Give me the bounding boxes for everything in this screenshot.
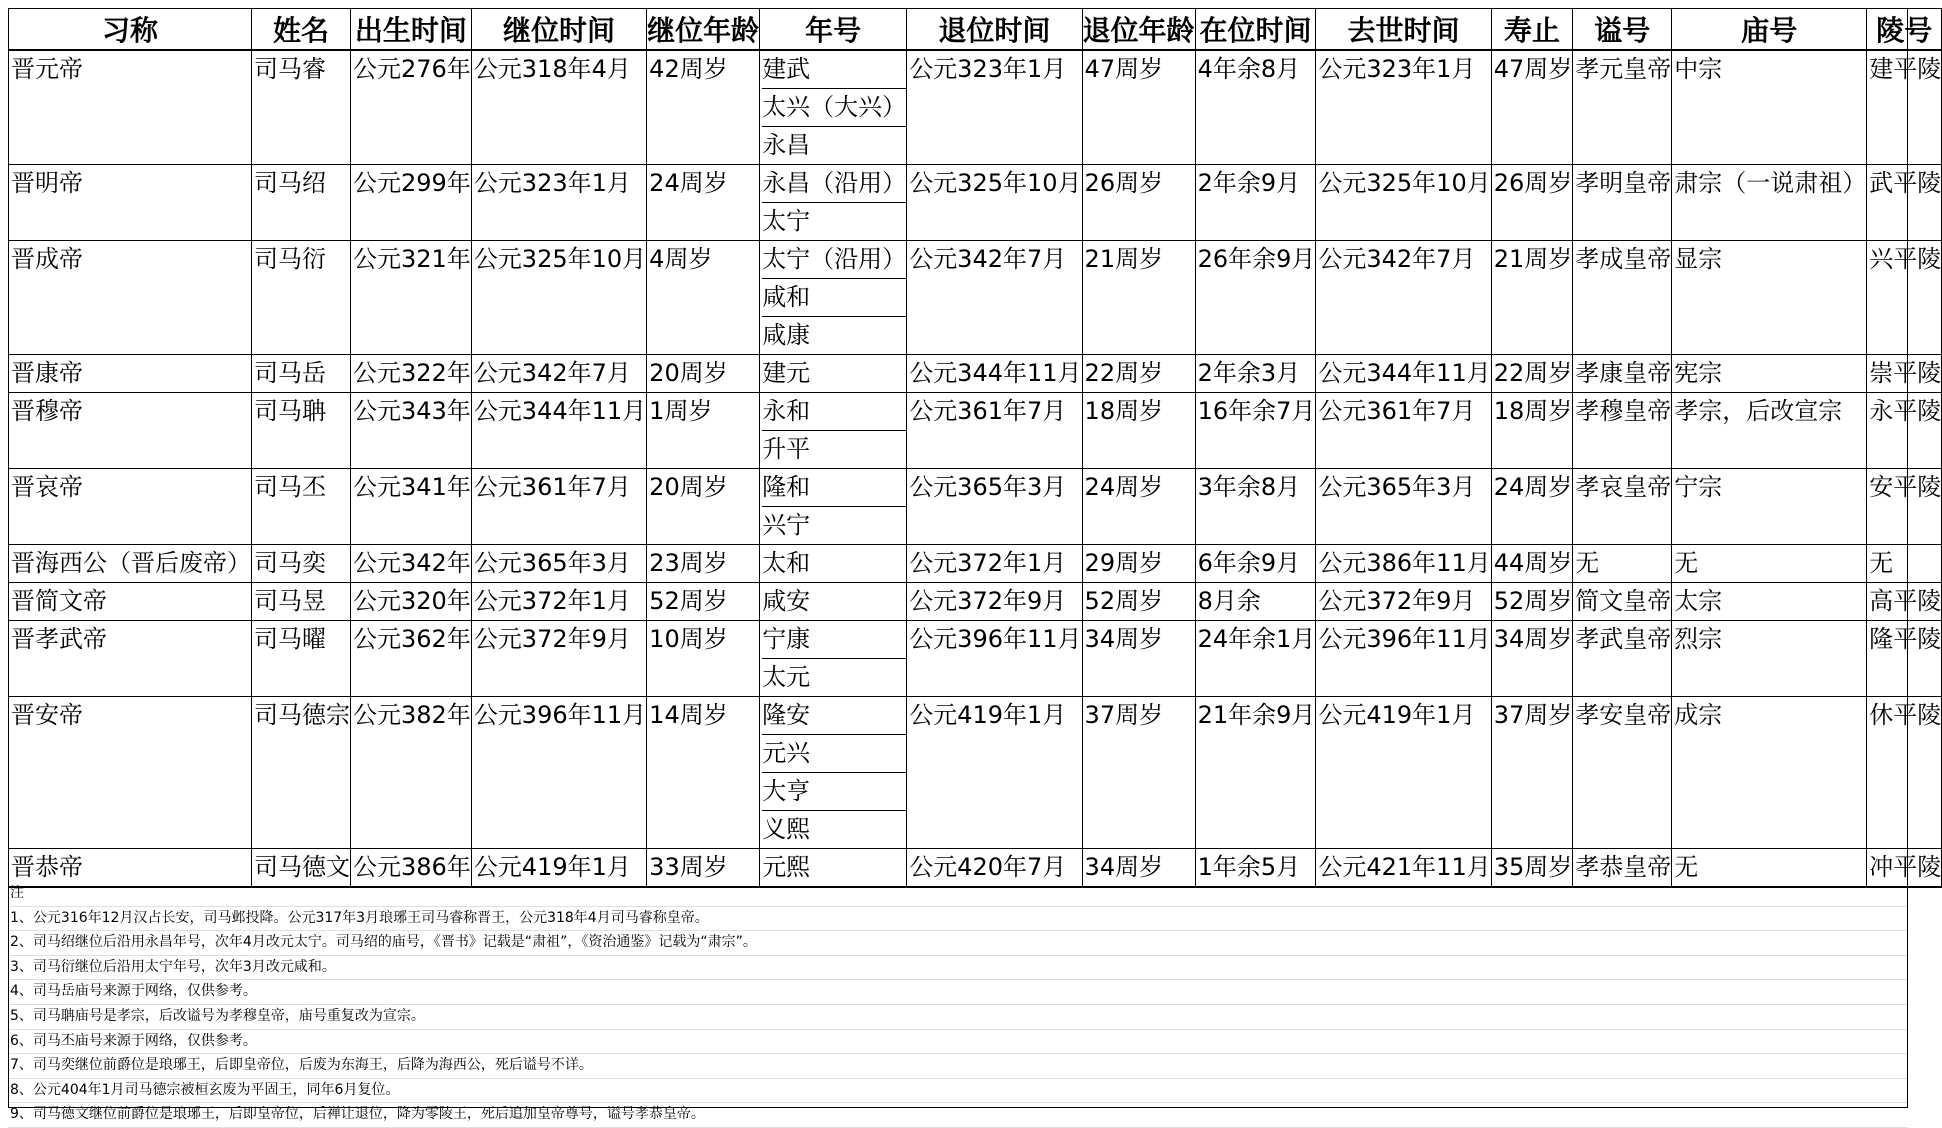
cell-title[interactable]: 晋孝武帝 — [9, 621, 252, 697]
era-name: 兴宁 — [762, 511, 811, 539]
cell-era[interactable] — [760, 355, 907, 393]
cell-temple[interactable]: 无 — [1672, 545, 1867, 583]
cell-temple[interactable]: 宁宗 — [1672, 469, 1867, 545]
cell-birth[interactable]: 公元321年 — [351, 241, 472, 355]
cell-accession[interactable]: 公元396年11月 — [471, 697, 646, 849]
cell-birth[interactable]: 公元382年 — [351, 697, 472, 849]
cell-name[interactable]: 司马德文 — [252, 849, 351, 888]
cell-name[interactable]: 司马昱 — [252, 583, 351, 621]
cell-reign[interactable]: 21年余9月 — [1195, 697, 1316, 849]
col-header-abdication-age[interactable]: 退位年龄 — [1082, 9, 1195, 51]
cell-accession-age[interactable]: 10周岁 — [647, 621, 760, 697]
cell-death[interactable]: 公元344年11月 — [1316, 355, 1491, 393]
cell-temple[interactable]: 宪宗 — [1672, 355, 1867, 393]
cell-temple[interactable]: 显宗 — [1672, 241, 1867, 355]
cell-mausoleum[interactable]: 崇平陵 — [1867, 355, 1942, 393]
cell-lifespan[interactable]: 21周岁 — [1491, 241, 1573, 355]
cell-reign[interactable]: 8月余 — [1195, 583, 1316, 621]
cell-temple[interactable]: 中宗 — [1672, 50, 1867, 165]
cell-accession[interactable]: 公元365年3月 — [471, 545, 646, 583]
cell-abdication[interactable]: 公元372年1月 — [907, 545, 1082, 583]
cell-temple[interactable]: 烈宗 — [1672, 621, 1867, 697]
cell-death[interactable]: 公元342年7月 — [1316, 241, 1491, 355]
cell-title[interactable]: 晋康帝 — [9, 355, 252, 393]
cell-reign[interactable]: 24年余1月 — [1195, 621, 1316, 697]
cell-title[interactable]: 晋海西公（晋后废帝） — [9, 545, 252, 583]
cell-lifespan[interactable]: 35周岁 — [1491, 849, 1573, 888]
cell-posthumous[interactable]: 孝成皇帝 — [1573, 241, 1672, 355]
col-header-temple[interactable]: 庙号 — [1672, 9, 1867, 51]
notes-heading[interactable]: 注 — [8, 882, 1908, 907]
cell-accession-age[interactable]: 42周岁 — [647, 50, 760, 165]
cell-era[interactable] — [760, 165, 907, 241]
col-header-era[interactable]: 年号 — [760, 9, 907, 51]
cell-death[interactable]: 公元396年11月 — [1316, 621, 1491, 697]
cell-temple[interactable]: 太宗 — [1672, 583, 1867, 621]
header-row — [9, 9, 1942, 51]
cell-lifespan[interactable]: 18周岁 — [1491, 393, 1573, 469]
era-name: 大亨 — [762, 773, 906, 811]
cell-mausoleum[interactable]: 高平陵 — [1867, 583, 1942, 621]
cell-reign[interactable]: 2年余3月 — [1195, 355, 1316, 393]
cell-birth[interactable]: 公元322年 — [351, 355, 472, 393]
cell-reign[interactable]: 6年余9月 — [1195, 545, 1316, 583]
cell-name[interactable]: 司马丕 — [252, 469, 351, 545]
cell-name[interactable]: 司马衍 — [252, 241, 351, 355]
cell-accession[interactable]: 公元419年1月 — [471, 849, 646, 888]
cell-abdication[interactable]: 公元323年1月 — [907, 50, 1082, 165]
cell-abdication[interactable]: 公元361年7月 — [907, 393, 1082, 469]
era-name: 咸康 — [762, 321, 811, 349]
cell-birth[interactable]: 公元320年 — [351, 583, 472, 621]
cell-lifespan[interactable]: 26周岁 — [1491, 165, 1573, 241]
cell-accession-age[interactable]: 33周岁 — [647, 849, 760, 888]
cell-abdication[interactable]: 公元419年1月 — [907, 697, 1082, 849]
cell-abdication-age[interactable]: 18周岁 — [1082, 393, 1195, 469]
cell-abdication[interactable]: 公元372年9月 — [907, 583, 1082, 621]
cell-death[interactable]: 公元386年11月 — [1316, 545, 1491, 583]
cell-accession[interactable]: 公元344年11月 — [471, 393, 646, 469]
cell-posthumous[interactable]: 孝武皇帝 — [1573, 621, 1672, 697]
cell-death[interactable]: 公元421年11月 — [1316, 849, 1491, 888]
cell-reign[interactable]: 16年余7月 — [1195, 393, 1316, 469]
cell-abdication[interactable]: 公元365年3月 — [907, 469, 1082, 545]
emperor-table — [8, 8, 1942, 888]
cell-mausoleum[interactable]: 无 — [1867, 545, 1942, 583]
cell-abdication-age[interactable]: 21周岁 — [1082, 241, 1195, 355]
cell-accession[interactable]: 公元342年7月 — [471, 355, 646, 393]
table-row — [9, 241, 1942, 355]
cell-birth[interactable]: 公元299年 — [351, 165, 472, 241]
cell-title[interactable]: 晋明帝 — [9, 165, 252, 241]
cell-mausoleum[interactable]: 安平陵 — [1867, 469, 1942, 545]
cell-lifespan[interactable]: 47周岁 — [1491, 50, 1573, 165]
col-header-title[interactable]: 习称 — [9, 9, 252, 51]
cell-reign[interactable]: 1年余5月 — [1195, 849, 1316, 888]
cell-temple[interactable]: 孝宗，后改宣宗 — [1672, 393, 1867, 469]
cell-posthumous[interactable]: 孝安皇帝 — [1573, 697, 1672, 849]
table-row — [9, 621, 1942, 697]
cell-name[interactable]: 司马聃 — [252, 393, 351, 469]
cell-era[interactable] — [760, 621, 907, 697]
era-name: 太兴（大兴） — [762, 89, 906, 127]
cell-accession[interactable]: 公元372年1月 — [471, 583, 646, 621]
era-name: 宁康 — [762, 621, 906, 659]
note-4[interactable]: 4、司马岳庙号来源于网络，仅供参考。 — [8, 980, 1908, 1005]
col-header-death[interactable]: 去世时间 — [1316, 9, 1491, 51]
table-row — [9, 545, 1942, 583]
cell-era[interactable] — [760, 50, 907, 165]
cell-accession-age[interactable]: 20周岁 — [647, 469, 760, 545]
note-2[interactable]: 2、司马绍继位后沿用永昌年号，次年4月改元太宁。司马绍的庙号，《晋书》记载是“肃祖”，《资治通鉴》记载为“肃宗”。 — [8, 931, 1908, 956]
note-1[interactable]: 1、公元316年12月汉占长安，司马邺投降。公元317年3月琅琊王司马睿称晋王，公元318年4月司马睿称皇帝。 — [8, 907, 1908, 932]
note-7[interactable]: 7、司马奕继位前爵位是琅琊王，后即皇帝位，后废为东海王，后降为海西公，死后谥号不详。 — [8, 1054, 1908, 1079]
cell-lifespan[interactable]: 24周岁 — [1491, 469, 1573, 545]
table-row — [9, 697, 1942, 849]
cell-posthumous[interactable]: 简文皇帝 — [1573, 583, 1672, 621]
cell-reign[interactable]: 2年余9月 — [1195, 165, 1316, 241]
cell-birth[interactable]: 公元343年 — [351, 393, 472, 469]
note-3[interactable]: 3、司马衍继位后沿用太宁年号，次年3月改元咸和。 — [8, 956, 1908, 981]
cell-death[interactable]: 公元325年10月 — [1316, 165, 1491, 241]
col-header-reign[interactable]: 在位时间 — [1195, 9, 1316, 51]
table-row — [9, 583, 1942, 621]
cell-abdication[interactable]: 公元420年7月 — [907, 849, 1082, 888]
era-name: 永昌 — [762, 131, 811, 159]
era-name: 升平 — [762, 435, 811, 463]
cell-accession-age[interactable]: 4周岁 — [647, 241, 760, 355]
cell-era[interactable] — [760, 469, 907, 545]
cell-birth[interactable]: 公元386年 — [351, 849, 472, 888]
era-name: 太宁 — [762, 207, 811, 235]
cell-mausoleum[interactable]: 冲平陵 — [1867, 849, 1942, 888]
cell-birth[interactable]: 公元276年 — [351, 50, 472, 165]
cell-abdication[interactable]: 公元325年10月 — [907, 165, 1082, 241]
cell-birth[interactable]: 公元342年 — [351, 545, 472, 583]
cell-death[interactable]: 公元365年3月 — [1316, 469, 1491, 545]
table-row — [9, 355, 1942, 393]
cell-accession-age[interactable]: 23周岁 — [647, 545, 760, 583]
col-header-lifespan[interactable]: 寿止 — [1491, 9, 1573, 51]
era-name: 咸和 — [762, 279, 906, 317]
cell-abdication[interactable]: 公元396年11月 — [907, 621, 1082, 697]
cell-title[interactable]: 晋成帝 — [9, 241, 252, 355]
cell-posthumous[interactable]: 孝穆皇帝 — [1573, 393, 1672, 469]
era-name: 建武 — [762, 51, 906, 89]
cell-reign[interactable]: 3年余8月 — [1195, 469, 1316, 545]
cell-abdication-age[interactable]: 52周岁 — [1082, 583, 1195, 621]
cell-death[interactable]: 公元372年9月 — [1316, 583, 1491, 621]
cell-era[interactable] — [760, 545, 907, 583]
cell-name[interactable]: 司马绍 — [252, 165, 351, 241]
col-header-mausoleum[interactable]: 陵号 — [1867, 9, 1942, 51]
cell-mausoleum[interactable]: 永平陵 — [1867, 393, 1942, 469]
cell-mausoleum[interactable]: 武平陵 — [1867, 165, 1942, 241]
era-name: 咸安 — [762, 587, 811, 615]
cell-era[interactable] — [760, 583, 907, 621]
era-name: 永昌（沿用） — [762, 165, 906, 203]
cell-posthumous[interactable]: 孝哀皇帝 — [1573, 469, 1672, 545]
cell-abdication-age[interactable]: 47周岁 — [1082, 50, 1195, 165]
cell-name[interactable]: 司马奕 — [252, 545, 351, 583]
table-row — [9, 165, 1942, 241]
cell-abdication-age[interactable]: 34周岁 — [1082, 849, 1195, 888]
cell-abdication-age[interactable]: 37周岁 — [1082, 697, 1195, 849]
cell-name[interactable]: 司马睿 — [252, 50, 351, 165]
note-5[interactable]: 5、司马聃庙号是孝宗，后改谥号为孝穆皇帝，庙号重复改为宣宗。 — [8, 1005, 1908, 1030]
notes-section — [8, 882, 1908, 1128]
cell-abdication-age[interactable]: 24周岁 — [1082, 469, 1195, 545]
era-name: 元兴 — [762, 735, 906, 773]
cell-abdication-age[interactable]: 34周岁 — [1082, 621, 1195, 697]
era-name: 元熙 — [762, 853, 811, 881]
cell-accession-age[interactable]: 20周岁 — [647, 355, 760, 393]
cell-reign[interactable]: 26年余9月 — [1195, 241, 1316, 355]
cell-lifespan[interactable]: 37周岁 — [1491, 697, 1573, 849]
cell-abdication-age[interactable]: 29周岁 — [1082, 545, 1195, 583]
cell-birth[interactable]: 公元362年 — [351, 621, 472, 697]
cell-death[interactable]: 公元419年1月 — [1316, 697, 1491, 849]
cell-accession[interactable]: 公元318年4月 — [471, 50, 646, 165]
era-name: 建元 — [762, 359, 811, 387]
col-header-accession-age[interactable]: 继位年龄 — [647, 9, 760, 51]
cell-abdication-age[interactable]: 26周岁 — [1082, 165, 1195, 241]
cell-name[interactable]: 司马曜 — [252, 621, 351, 697]
cell-title[interactable]: 晋恭帝 — [9, 849, 252, 888]
cell-accession[interactable]: 公元361年7月 — [471, 469, 646, 545]
cell-era[interactable] — [760, 393, 907, 469]
cell-temple[interactable]: 肃宗（一说肃祖） — [1672, 165, 1867, 241]
cell-title[interactable]: 晋简文帝 — [9, 583, 252, 621]
col-header-birth[interactable]: 出生时间 — [351, 9, 472, 51]
col-header-accession[interactable]: 继位时间 — [471, 9, 646, 51]
cell-title[interactable]: 晋穆帝 — [9, 393, 252, 469]
era-name: 隆和 — [762, 469, 906, 507]
cell-posthumous[interactable]: 孝康皇帝 — [1573, 355, 1672, 393]
era-name: 太宁（沿用） — [762, 241, 906, 279]
cell-mausoleum[interactable]: 兴平陵 — [1867, 241, 1942, 355]
era-name: 永和 — [762, 393, 906, 431]
cell-accession-age[interactable]: 1周岁 — [647, 393, 760, 469]
era-name: 隆安 — [762, 697, 906, 735]
note-8[interactable]: 8、公元404年1月司马德宗被桓玄废为平固王，同年6月复位。 — [8, 1079, 1908, 1104]
table-row — [9, 50, 1942, 165]
cell-posthumous[interactable]: 孝恭皇帝 — [1573, 849, 1672, 888]
cell-lifespan[interactable]: 44周岁 — [1491, 545, 1573, 583]
note-9[interactable]: 9、司马德文继位前爵位是琅琊王，后即皇帝位，后禅让退位，降为零陵王，死后追加皇帝尊号，谥号孝恭皇帝。 — [8, 1103, 1908, 1128]
cell-abdication[interactable]: 公元342年7月 — [907, 241, 1082, 355]
cell-title[interactable]: 晋哀帝 — [9, 469, 252, 545]
cell-posthumous[interactable]: 孝明皇帝 — [1573, 165, 1672, 241]
cell-reign[interactable]: 4年余8月 — [1195, 50, 1316, 165]
cell-name[interactable]: 司马德宗 — [252, 697, 351, 849]
table-row — [9, 393, 1942, 469]
cell-lifespan[interactable]: 52周岁 — [1491, 583, 1573, 621]
note-6[interactable]: 6、司马丕庙号来源于网络，仅供参考。 — [8, 1030, 1908, 1055]
cell-name[interactable]: 司马岳 — [252, 355, 351, 393]
cell-abdication[interactable]: 公元344年11月 — [907, 355, 1082, 393]
cell-temple[interactable]: 无 — [1672, 849, 1867, 888]
cell-birth[interactable]: 公元341年 — [351, 469, 472, 545]
cell-mausoleum[interactable]: 休平陵 — [1867, 697, 1942, 849]
cell-lifespan[interactable]: 22周岁 — [1491, 355, 1573, 393]
col-header-abdication[interactable]: 退位时间 — [907, 9, 1082, 51]
cell-accession-age[interactable]: 52周岁 — [647, 583, 760, 621]
cell-title[interactable]: 晋安帝 — [9, 697, 252, 849]
cell-posthumous[interactable]: 无 — [1573, 545, 1672, 583]
cell-title[interactable]: 晋元帝 — [9, 50, 252, 165]
cell-posthumous[interactable]: 孝元皇帝 — [1573, 50, 1672, 165]
cell-mausoleum[interactable]: 建平陵 — [1867, 50, 1942, 165]
cell-era[interactable] — [760, 241, 907, 355]
cell-temple[interactable]: 成宗 — [1672, 697, 1867, 849]
cell-lifespan[interactable]: 34周岁 — [1491, 621, 1573, 697]
cell-era[interactable] — [760, 697, 907, 849]
era-name: 太和 — [762, 549, 811, 577]
col-header-posthumous[interactable]: 谥号 — [1573, 9, 1672, 51]
cell-abdication-age[interactable]: 22周岁 — [1082, 355, 1195, 393]
cell-accession[interactable]: 公元325年10月 — [471, 241, 646, 355]
cell-accession[interactable]: 公元323年1月 — [471, 165, 646, 241]
col-header-name[interactable]: 姓名 — [252, 9, 351, 51]
era-name: 太元 — [762, 663, 811, 691]
cell-accession[interactable]: 公元372年9月 — [471, 621, 646, 697]
era-name: 义熙 — [762, 815, 811, 843]
cell-mausoleum[interactable]: 隆平陵 — [1867, 621, 1942, 697]
cell-accession-age[interactable]: 24周岁 — [647, 165, 760, 241]
cell-death[interactable]: 公元323年1月 — [1316, 50, 1491, 165]
cell-death[interactable]: 公元361年7月 — [1316, 393, 1491, 469]
cell-accession-age[interactable]: 14周岁 — [647, 697, 760, 849]
table-row — [9, 469, 1942, 545]
